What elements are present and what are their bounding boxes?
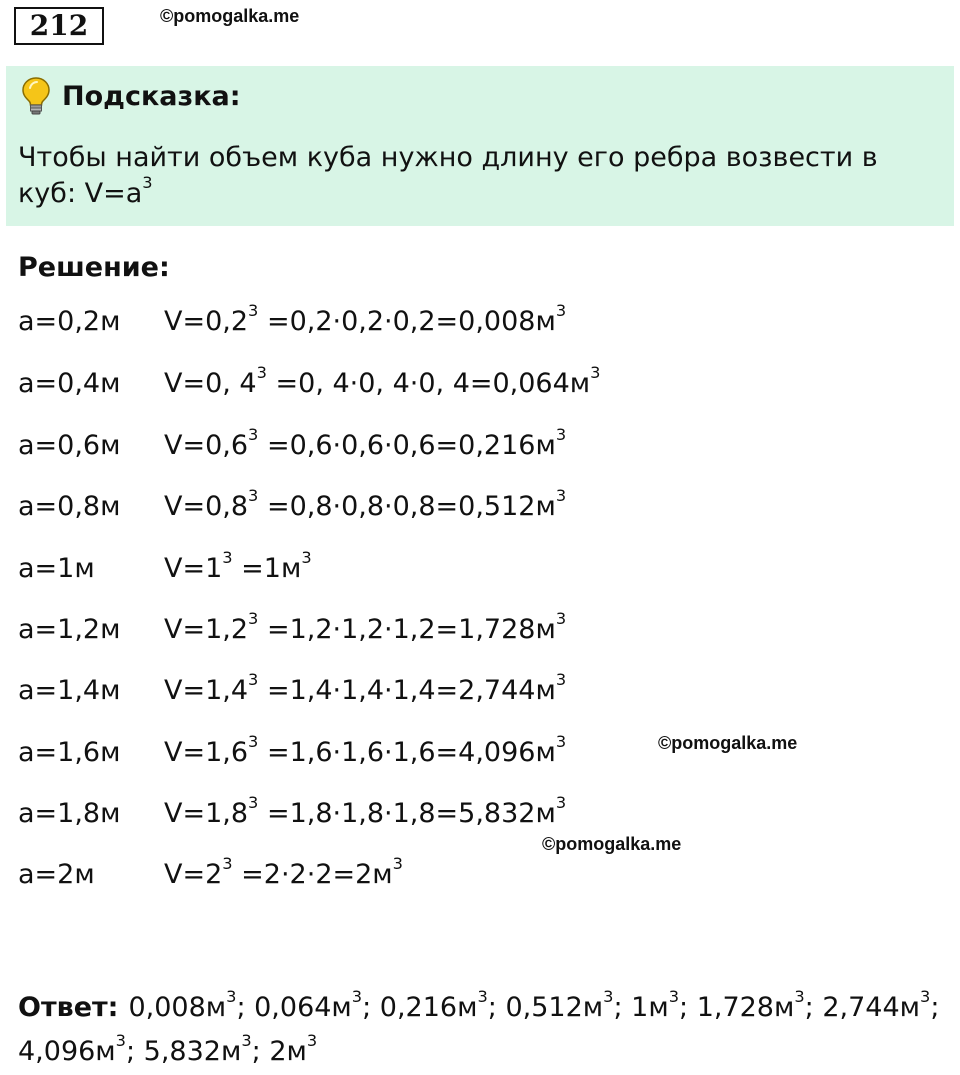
lightbulb-icon xyxy=(20,76,52,116)
watermark-middle: ©pomogalka.me xyxy=(658,733,798,753)
edge-length: a=2м xyxy=(18,859,95,890)
edge-length: a=0,4м xyxy=(18,368,121,399)
answer-label: Ответ: xyxy=(18,992,119,1023)
watermark-top: ©pomogalka.me xyxy=(160,6,300,26)
volume-formula: $V=2^3 =2\cdot 2\cdot 2=2м^3$ xyxy=(164,853,403,890)
hint-title: Подсказка: xyxy=(62,80,241,112)
edge-length: a=1,6м xyxy=(18,737,121,768)
answer-value: $0,512м^3$ xyxy=(505,986,614,1023)
answer-value: $0,216м^3$ xyxy=(379,986,488,1023)
hint-text: Чтобы найти объем куба нужно длину его ребра возвести в куб: $V=a^3$ xyxy=(18,142,878,209)
volume-formula: $V=1,8^3 =1,8\cdot 1,8\cdot 1,8=5,832м^3$ xyxy=(164,792,567,829)
edge-length: a=1,2м xyxy=(18,614,121,645)
answer-value: $2,744м^3$ xyxy=(822,986,931,1023)
volume-formula: V=0, $4^3 =0$, 4·0, 4·0, $4=0,064м^3$ xyxy=(164,362,601,399)
answer-value: $2м^3$ xyxy=(269,1030,318,1067)
volume-formula: $V=0,8^3 =0,8\cdot 0,8\cdot 0,8=0,512м^3$ xyxy=(164,485,567,522)
volume-formula: $V=1,6^3 =1,6\cdot 1,6\cdot 1,6=4,096м^3$ xyxy=(164,731,567,768)
edge-length: a=0,2м xyxy=(18,306,121,337)
edge-length: a=1,8м xyxy=(18,798,121,829)
answer-value: $0,008м^3$ xyxy=(128,986,237,1023)
task-number: 212 xyxy=(14,7,104,45)
hint-header xyxy=(20,76,241,116)
hint-box xyxy=(6,66,954,226)
edge-length: a=1м xyxy=(18,553,95,584)
answer-value: $0,064м^3$ xyxy=(254,986,363,1023)
volume-formula: $V=0,6^3 =0,6\cdot 0,6\cdot 0,6=0,216м^3$ xyxy=(164,424,567,461)
edge-length: a=1,4м xyxy=(18,675,121,706)
answer-value: $1,728м^3$ xyxy=(696,986,805,1023)
volume-formula: $V=0,2^3 =0,2\cdot 0,2\cdot 0,2=0,008м^3$ xyxy=(164,300,567,337)
volume-formula: $V=1,2^3 =1,2\cdot 1,2\cdot 1,2=1,728м^3$ xyxy=(164,608,567,645)
edge-length: a=0,6м xyxy=(18,430,121,461)
watermark-lower: ©pomogalka.me xyxy=(542,834,682,854)
answer-value: $4,096м^3$ xyxy=(18,1030,126,1067)
volume-formula: $V=1^3 =1м^3$ xyxy=(164,547,312,584)
answer-values: $0,008м^3$; $0,064м^3$; $0,216м^3$; $0,512м^3$; $1м^3$; $1,728м^3$; $2,744м^3$; $4,096м^3$; $5,832м^3$; $2м^3$ xyxy=(18,986,940,1067)
volume-formula: $V=1,4^3 =1,4\cdot 1,4\cdot 1,4=2,744м^3$ xyxy=(164,669,567,706)
answer xyxy=(18,986,944,1074)
solution-title: Решение: xyxy=(18,252,170,283)
edge-length: a=0,8м xyxy=(18,491,121,522)
answer-value: $5,832м^3$ xyxy=(143,1030,252,1067)
answer-value: $1м^3$ xyxy=(631,986,679,1023)
